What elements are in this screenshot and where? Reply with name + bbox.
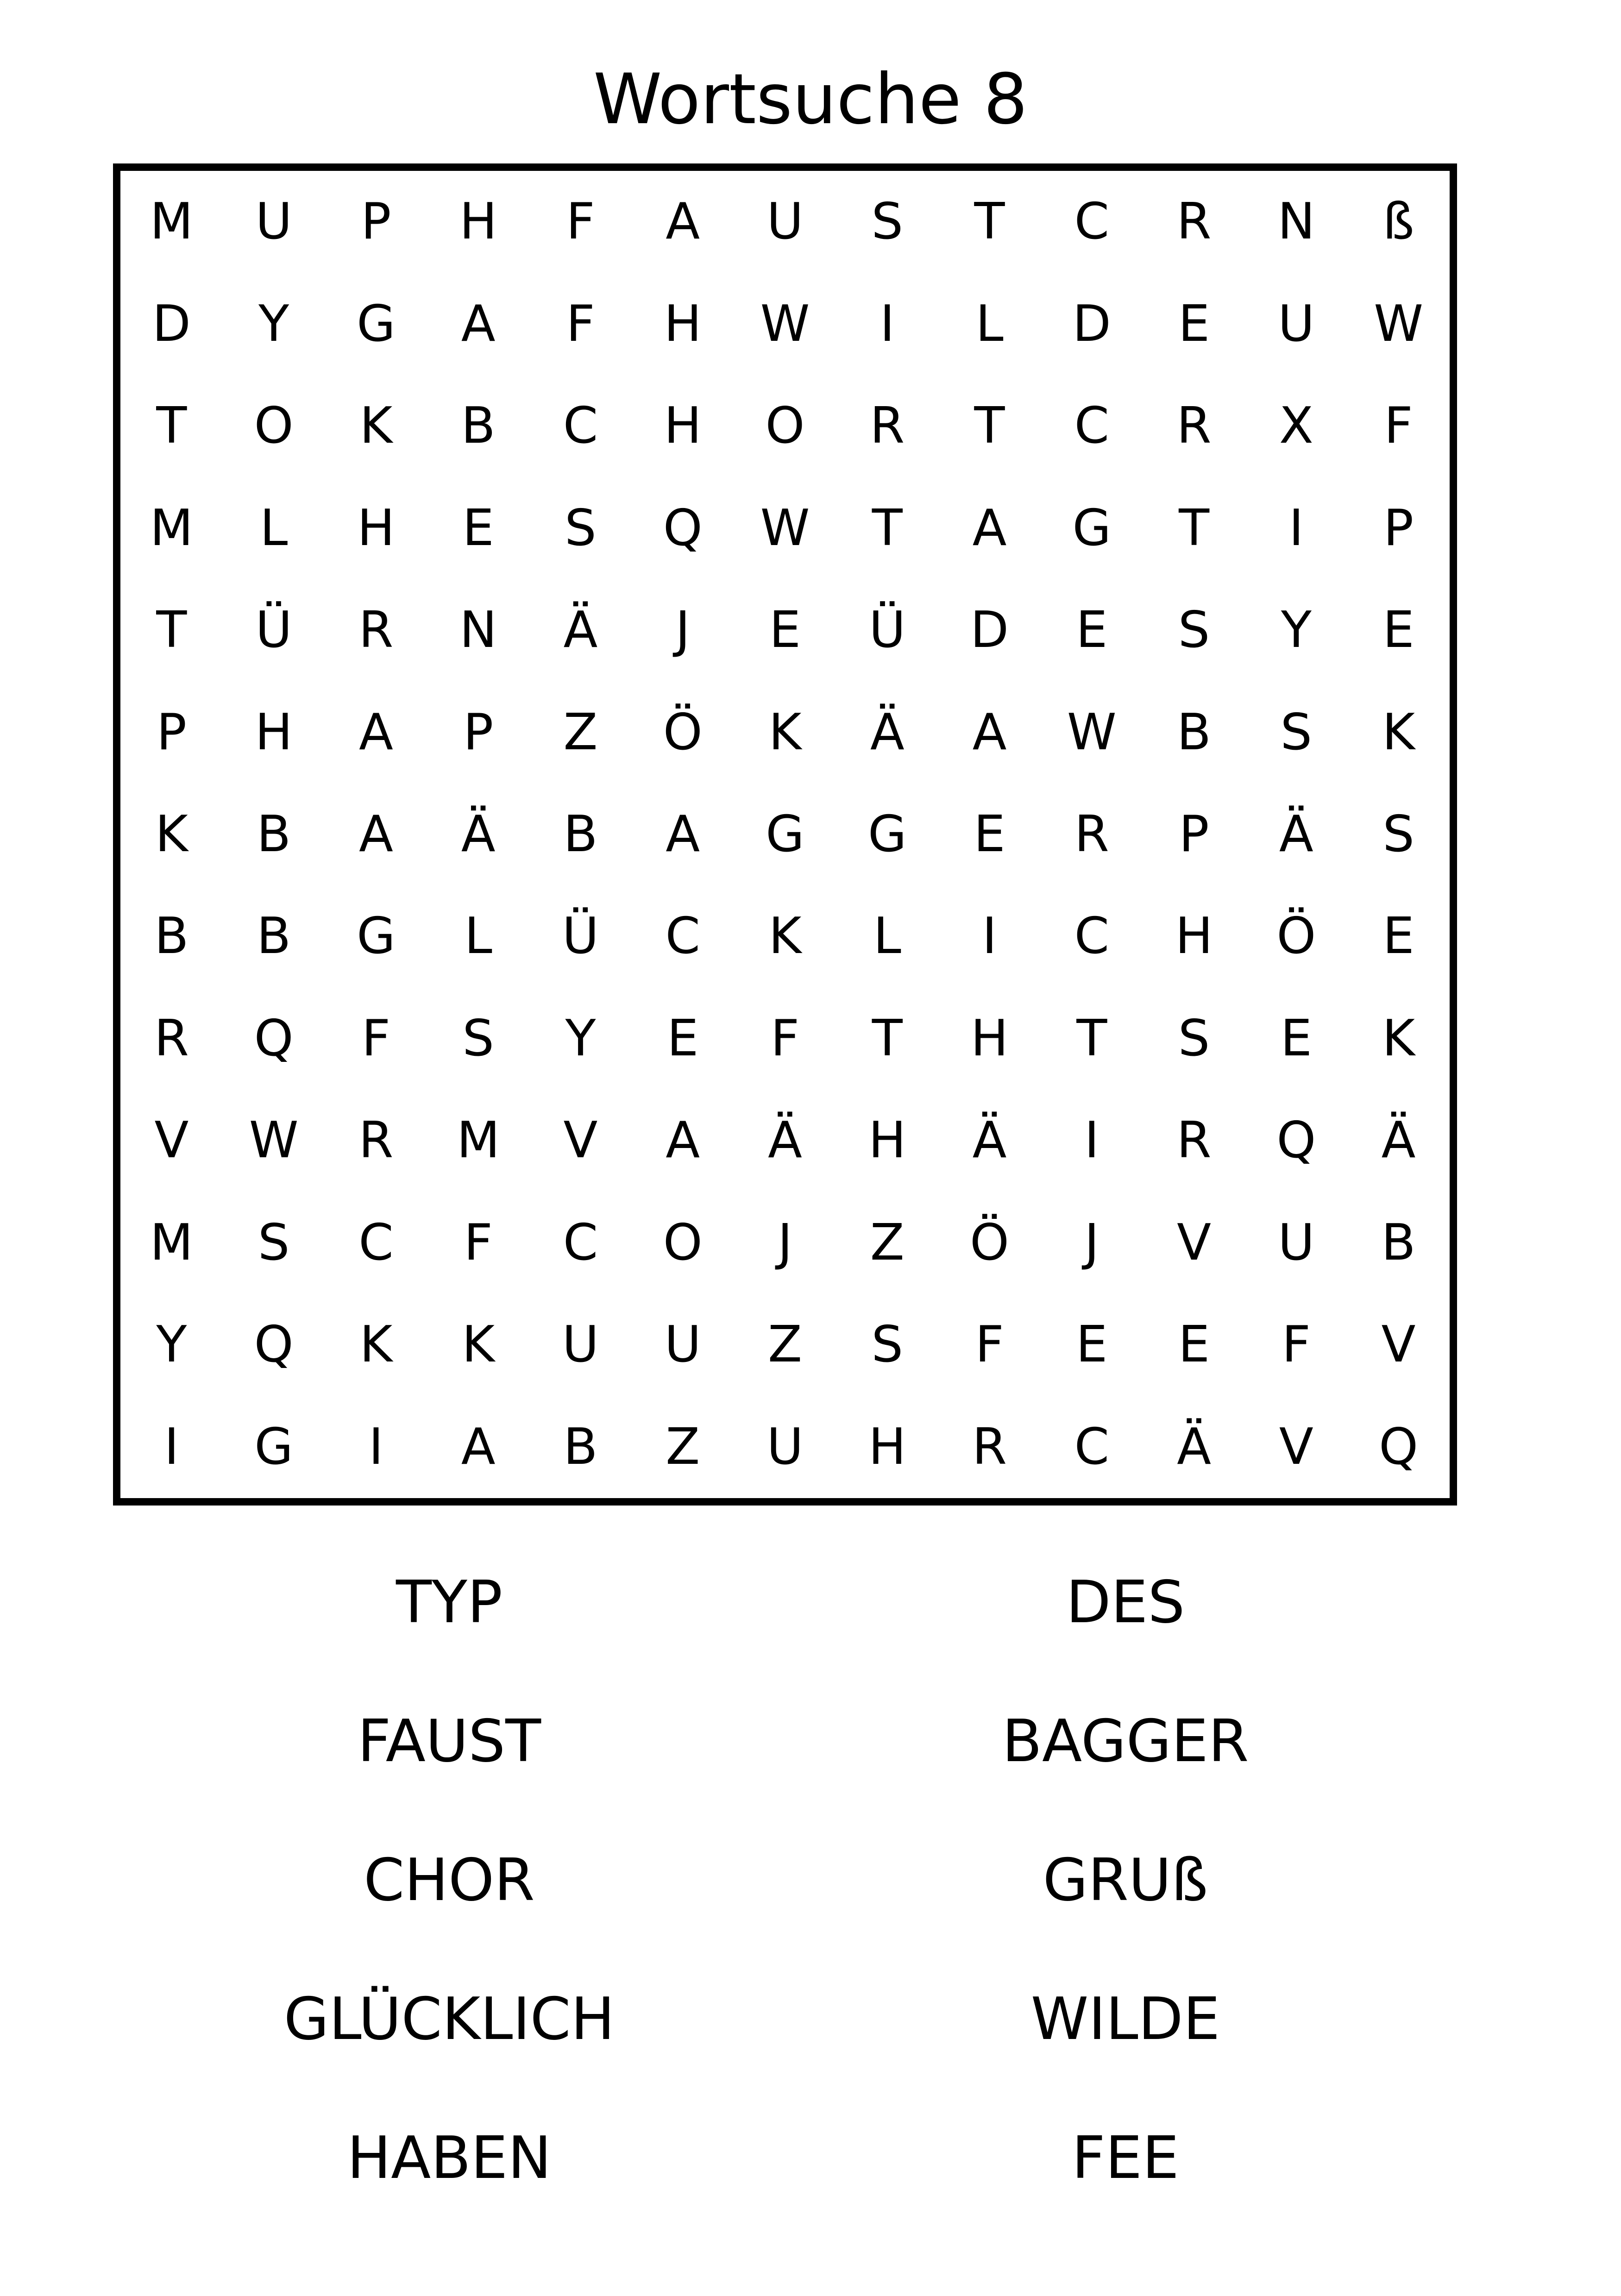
word-item: FEE xyxy=(1072,2124,1179,2192)
grid-cell: R xyxy=(1176,397,1212,455)
grid-cell: Y xyxy=(156,1316,187,1374)
grid-cell: G xyxy=(1072,499,1112,557)
grid-cell: G xyxy=(254,1418,293,1476)
grid-cell: C xyxy=(563,1213,598,1272)
grid-cell: A xyxy=(461,295,496,353)
grid-cell: S xyxy=(871,1316,904,1374)
grid-cell: L xyxy=(975,295,1004,353)
grid-cell: T xyxy=(974,397,1005,455)
grid-cell: U xyxy=(1278,1213,1315,1272)
grid-cell: R xyxy=(1176,1111,1212,1170)
grid-cell: Ü xyxy=(562,907,599,966)
grid-cell: S xyxy=(1382,805,1414,863)
grid-cell: K xyxy=(1382,703,1415,761)
grid-cell: Q xyxy=(663,499,703,557)
grid-cell: F xyxy=(770,1009,800,1067)
grid-cell: A xyxy=(666,805,700,863)
grid-cell: X xyxy=(1279,397,1313,455)
grid-cell: B xyxy=(1381,1213,1416,1272)
grid-cell: I xyxy=(880,295,895,353)
grid-cell: A xyxy=(972,703,1007,761)
grid-cell: H xyxy=(255,703,293,761)
grid-cell: A xyxy=(461,1418,496,1476)
grid-cell: S xyxy=(462,1009,494,1067)
grid-cell: I xyxy=(368,1418,383,1476)
grid-cell: Ö xyxy=(1276,907,1316,966)
grid-cell: Ä xyxy=(461,805,496,863)
grid-cell: P xyxy=(361,193,391,251)
word-item: TYP xyxy=(396,1568,503,1636)
grid-cell: T xyxy=(872,499,903,557)
grid-cell: V xyxy=(1279,1418,1313,1476)
grid-cell: Ä xyxy=(1381,1111,1416,1170)
grid-cell: M xyxy=(150,499,193,557)
grid-cell: E xyxy=(974,805,1005,863)
grid-cell: D xyxy=(152,295,191,353)
grid-cell: C xyxy=(563,397,598,455)
grid-cell: W xyxy=(249,1111,299,1170)
grid-cell: B xyxy=(461,397,496,455)
grid-cell: Ä xyxy=(1177,1418,1212,1476)
grid-cell: R xyxy=(870,397,905,455)
grid-cell: E xyxy=(1382,601,1414,659)
grid-cell: C xyxy=(665,907,700,966)
grid-cell: O xyxy=(254,397,294,455)
grid-cell: S xyxy=(258,1213,290,1272)
grid-cell: R xyxy=(154,1009,189,1067)
grid-cell: V xyxy=(1381,1316,1416,1374)
grid-cell: G xyxy=(357,907,396,966)
word-item: GRUß xyxy=(1043,1846,1208,1914)
grid-cell: Ä xyxy=(563,601,598,659)
grid-cell: T xyxy=(1076,1009,1107,1067)
grid-cell: B xyxy=(1177,703,1212,761)
grid-cell: Q xyxy=(1379,1418,1419,1476)
grid-cell: G xyxy=(867,805,907,863)
grid-cell: N xyxy=(1277,193,1315,251)
grid-cell: I xyxy=(164,1418,179,1476)
grid-cell: Z xyxy=(870,1213,905,1272)
word-item: GLÜCKLICH xyxy=(283,1985,615,2053)
grid-cell: H xyxy=(357,499,395,557)
grid-cell: U xyxy=(562,1316,599,1374)
grid-cell: J xyxy=(1084,1213,1100,1272)
grid-cell: W xyxy=(760,499,810,557)
grid-cell: T xyxy=(872,1009,903,1067)
grid-cell: K xyxy=(462,1316,495,1374)
grid-cell: B xyxy=(563,1418,598,1476)
grid-cell: H xyxy=(970,1009,1009,1067)
grid-cell: K xyxy=(359,1316,393,1374)
grid-cell: H xyxy=(868,1418,906,1476)
grid-cell: F xyxy=(464,1213,493,1272)
grid-cell: Q xyxy=(254,1316,294,1374)
grid-cell: A xyxy=(358,703,393,761)
grid-cell: B xyxy=(154,907,189,966)
grid-cell: T xyxy=(156,397,187,455)
grid-cell: Z xyxy=(563,703,598,761)
grid-cell: P xyxy=(1383,499,1414,557)
grid-cell: H xyxy=(459,193,497,251)
grid-cell: L xyxy=(464,907,492,966)
grid-cell: C xyxy=(358,1213,394,1272)
grid-cell: Ö xyxy=(663,703,703,761)
grid-cell: C xyxy=(1074,397,1110,455)
grid-cell: S xyxy=(1178,1009,1210,1067)
grid-cell: A xyxy=(358,805,393,863)
grid-cell: J xyxy=(675,601,691,659)
grid-cell: Q xyxy=(1276,1111,1316,1170)
grid-cell: B xyxy=(257,805,291,863)
grid-cell: Ä xyxy=(768,1111,802,1170)
grid-cell: S xyxy=(565,499,597,557)
word-item: DES xyxy=(1066,1568,1185,1636)
grid-cell: F xyxy=(1384,397,1413,455)
word-item: HABEN xyxy=(347,2124,552,2192)
grid-cell: Z xyxy=(666,1418,700,1476)
grid-cell: R xyxy=(358,1111,394,1170)
grid-cell: E xyxy=(1178,1316,1210,1374)
grid-cell: P xyxy=(156,703,187,761)
grid-cell: V xyxy=(154,1111,189,1170)
word-list xyxy=(0,1565,1621,2260)
grid-cell: E xyxy=(1382,907,1414,966)
grid-cell: R xyxy=(1176,193,1212,251)
grid-cell: K xyxy=(1382,1009,1415,1067)
grid-cell: I xyxy=(1084,1111,1100,1170)
grid-cell: Z xyxy=(767,1316,802,1374)
word-item: CHOR xyxy=(364,1846,535,1914)
grid-cell: L xyxy=(260,499,288,557)
grid-cell: A xyxy=(666,1111,700,1170)
grid-cell: I xyxy=(1288,499,1304,557)
grid-cell: F xyxy=(975,1316,1004,1374)
grid-cell: H xyxy=(1175,907,1213,966)
grid-cell: E xyxy=(769,601,801,659)
grid-cell: O xyxy=(765,397,805,455)
grid-cell: Y xyxy=(1281,601,1312,659)
grid-cell: W xyxy=(1067,703,1117,761)
grid-cell: B xyxy=(257,907,291,966)
grid-cell: U xyxy=(1278,295,1315,353)
grid-cell: T xyxy=(156,601,187,659)
page-title: Wortsuche 8 xyxy=(593,59,1028,140)
grid-cell: M xyxy=(457,1111,500,1170)
grid-cell: A xyxy=(666,193,700,251)
grid-cell: H xyxy=(664,295,702,353)
grid-cell: J xyxy=(778,1213,792,1272)
grid-cell: W xyxy=(760,295,810,353)
grid-cell: Q xyxy=(254,1009,294,1067)
grid-cell: E xyxy=(1076,601,1108,659)
grid-cell: K xyxy=(155,805,188,863)
grid-cell: F xyxy=(566,193,595,251)
grid-cell: R xyxy=(358,601,394,659)
grid-cell: Ü xyxy=(869,601,906,659)
grid-cell: Y xyxy=(258,295,289,353)
grid-cell: C xyxy=(1074,193,1110,251)
grid-cell: Ö xyxy=(970,1213,1010,1272)
grid-cell: S xyxy=(1280,703,1313,761)
grid-cell: D xyxy=(1072,295,1111,353)
grid-cell: U xyxy=(255,193,292,251)
grid-cell: G xyxy=(357,295,396,353)
letter-grid xyxy=(120,171,1450,1498)
grid-cell: S xyxy=(1178,601,1210,659)
grid-cell: O xyxy=(663,1213,703,1272)
grid-cell: H xyxy=(664,397,702,455)
grid-cell: E xyxy=(1280,1009,1312,1067)
grid-cell: H xyxy=(868,1111,906,1170)
grid-cell: Ä xyxy=(972,1111,1007,1170)
grid-cell: C xyxy=(1074,907,1110,966)
grid-cell: E xyxy=(667,1009,699,1067)
grid-cell: P xyxy=(1179,805,1209,863)
grid-cell: K xyxy=(359,397,393,455)
grid-cell: R xyxy=(972,1418,1007,1476)
grid-cell: C xyxy=(1074,1418,1110,1476)
grid-cell: L xyxy=(873,907,901,966)
grid-cell: K xyxy=(768,907,802,966)
grid-cell: P xyxy=(463,703,494,761)
grid-cell: Ü xyxy=(255,601,292,659)
grid-cell: U xyxy=(664,1316,701,1374)
grid-cell: W xyxy=(1374,295,1423,353)
grid-cell: R xyxy=(1074,805,1109,863)
grid-cell: Ä xyxy=(1279,805,1313,863)
grid-cell: F xyxy=(361,1009,390,1067)
grid-cell: A xyxy=(972,499,1007,557)
grid-cell: D xyxy=(970,601,1009,659)
grid-cell: U xyxy=(767,1418,804,1476)
grid-cell: F xyxy=(1282,1316,1311,1374)
grid-cell: K xyxy=(768,703,802,761)
word-item: FAUST xyxy=(357,1707,541,1775)
grid-cell: M xyxy=(150,193,193,251)
word-item: WILDE xyxy=(1030,1985,1220,2053)
grid-cell: M xyxy=(150,1213,193,1272)
grid-cell: E xyxy=(1076,1316,1108,1374)
grid-cell: Y xyxy=(565,1009,596,1067)
grid-cell: N xyxy=(459,601,497,659)
grid-cell: E xyxy=(462,499,494,557)
grid-cell: T xyxy=(974,193,1005,251)
grid-cell: G xyxy=(766,805,804,863)
grid-cell: V xyxy=(563,1111,598,1170)
grid-cell: E xyxy=(1178,295,1210,353)
grid-cell: T xyxy=(1179,499,1210,557)
grid-cell: B xyxy=(563,805,598,863)
grid-cell: I xyxy=(982,907,997,966)
grid-cell: V xyxy=(1177,1213,1212,1272)
grid-cell: F xyxy=(566,295,595,353)
grid-cell: ß xyxy=(1382,193,1414,251)
grid-cell: U xyxy=(767,193,804,251)
grid-cell: Ä xyxy=(870,703,905,761)
word-item: BAGGER xyxy=(1002,1707,1249,1775)
grid-cell: S xyxy=(871,193,904,251)
